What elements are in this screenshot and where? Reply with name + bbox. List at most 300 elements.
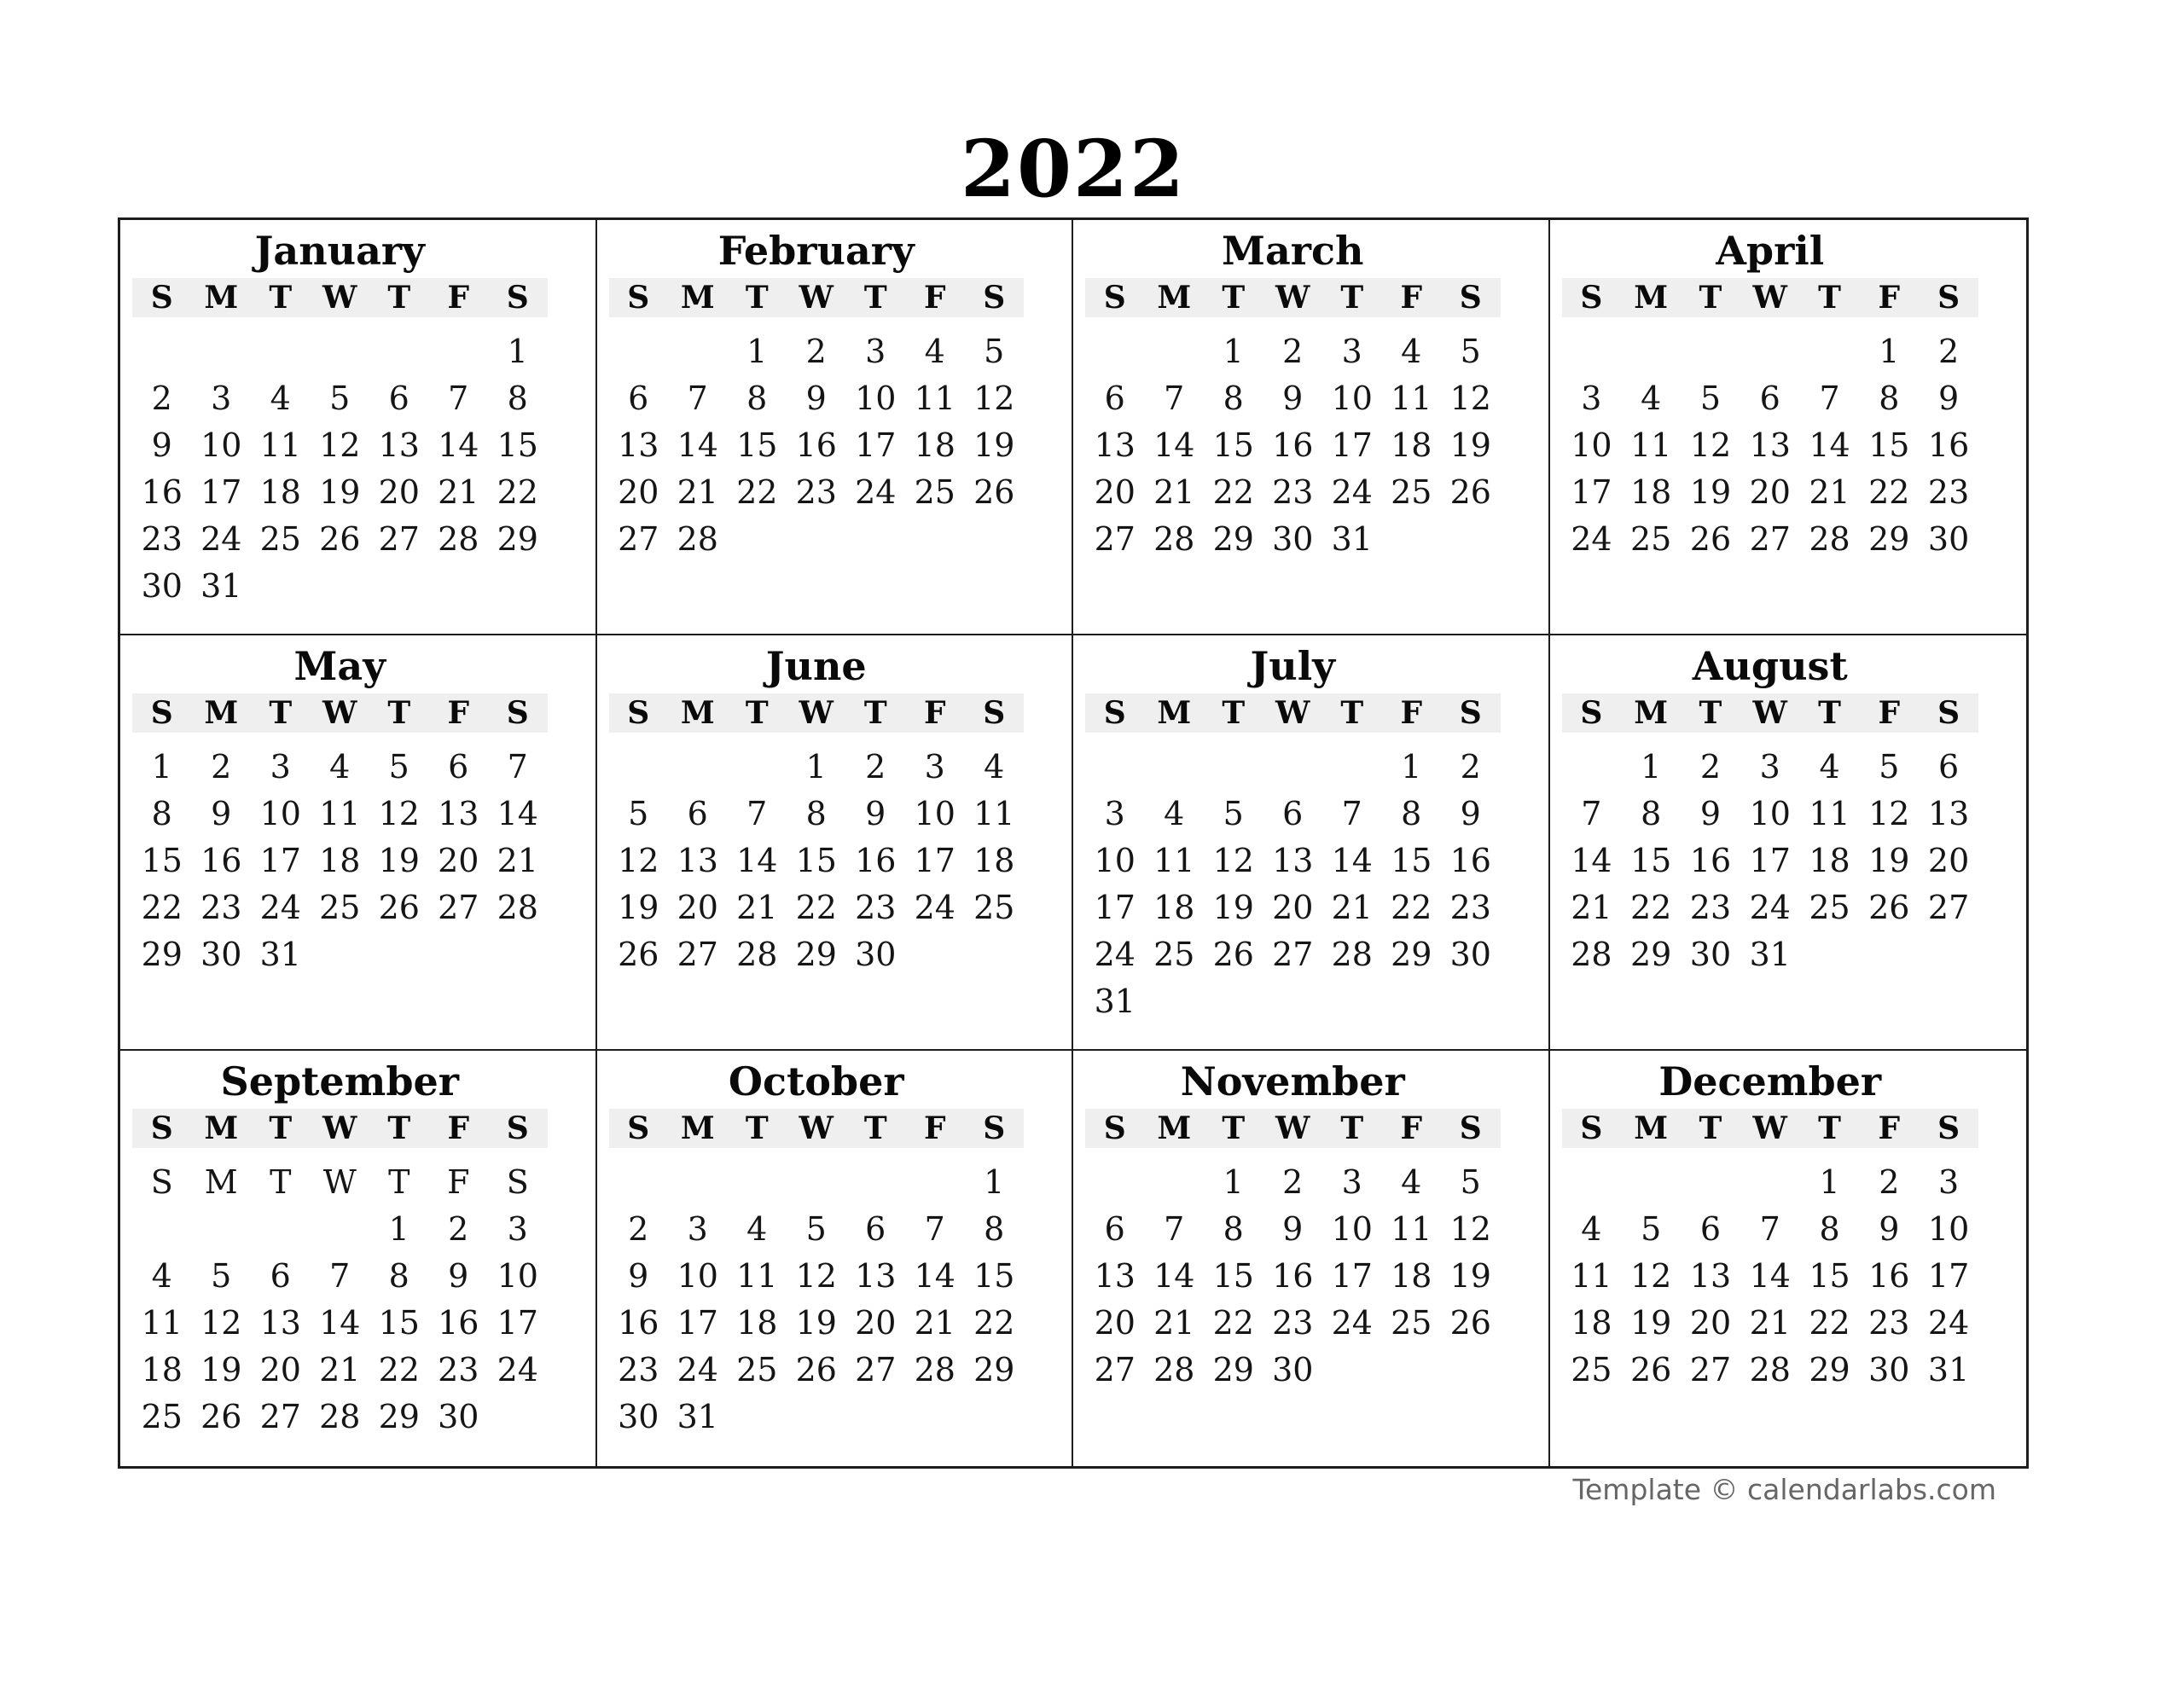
- weekday-label: F: [447, 1110, 470, 1146]
- day-cell: 8: [1401, 794, 1422, 832]
- weekday-label: S: [1937, 1110, 1960, 1146]
- day-cell: 30: [1272, 519, 1314, 558]
- day-cell: 19: [378, 841, 420, 879]
- day-cell: 15: [378, 1303, 420, 1342]
- day-cell: 30: [1927, 519, 1970, 558]
- day-cell: 1: [507, 332, 528, 370]
- day-cell: 30: [618, 1397, 659, 1435]
- day-cell: 25: [1391, 1303, 1432, 1342]
- day-cell: 17: [1331, 426, 1373, 464]
- day-cell: 5: [1460, 332, 1481, 370]
- weekday-label: S: [1103, 695, 1126, 731]
- weekday-label: T: [863, 695, 887, 731]
- weekday-label: T: [269, 1110, 293, 1146]
- day-cell: 18: [319, 841, 361, 879]
- day-cell: 6: [628, 379, 649, 417]
- day-cell: 16: [1868, 1256, 1910, 1295]
- day-cell: 19: [200, 1350, 242, 1388]
- day-cell: 15: [141, 841, 183, 879]
- weekday-label: F: [1878, 280, 1901, 316]
- day-cell: 12: [973, 379, 1015, 417]
- day-cell: 19: [319, 472, 361, 511]
- dates-grid: [1562, 328, 1979, 609]
- day-cell: 22: [141, 888, 183, 926]
- day-cell: 30: [1868, 1350, 1910, 1388]
- day-cell: 7: [746, 794, 768, 832]
- day-cell: 16: [200, 841, 242, 879]
- day-cell: 21: [1153, 472, 1195, 511]
- day-cell: 29: [141, 935, 183, 973]
- day-cell: 1: [1819, 1162, 1840, 1201]
- day-cell: 17: [1094, 888, 1136, 926]
- day-cell: 9: [151, 426, 172, 464]
- day-cell: 23: [438, 1350, 479, 1388]
- day-cell: 10: [200, 426, 242, 464]
- day-cell: 11: [141, 1303, 183, 1342]
- day-cell: 19: [973, 426, 1015, 464]
- weekday-header-row: [1085, 693, 1501, 733]
- day-cell: 16: [1927, 426, 1970, 464]
- day-cell: 22: [1809, 1303, 1850, 1342]
- day-cell: 29: [497, 519, 538, 558]
- day-cell: 26: [795, 1350, 837, 1388]
- day-cell: 1: [1401, 747, 1422, 786]
- weekday-label: T: [745, 280, 769, 316]
- day-cell: 13: [1094, 1256, 1136, 1295]
- day-cell: 26: [378, 888, 420, 926]
- month-panel-february: [597, 220, 1074, 635]
- day-cell: 19: [1689, 472, 1732, 511]
- weekday-label: S: [1459, 1110, 1482, 1146]
- month-panel-october: [597, 1051, 1074, 1466]
- day-cell: 7: [1581, 794, 1602, 832]
- day-cell: 26: [1212, 935, 1254, 973]
- month-title: July: [1250, 643, 1335, 689]
- day-cell: 23: [1689, 888, 1732, 926]
- day-cell: 7: [924, 1209, 945, 1248]
- day-cell: S: [506, 1162, 529, 1201]
- weekday-label: T: [745, 1110, 769, 1146]
- day-cell: 11: [1571, 1256, 1612, 1295]
- month-panel-april: [1550, 220, 2027, 635]
- day-cell: 5: [628, 794, 649, 832]
- day-cell: 12: [200, 1303, 242, 1342]
- weekday-label: S: [1103, 1110, 1126, 1146]
- day-cell: 29: [1629, 935, 1672, 973]
- day-cell: 10: [497, 1256, 538, 1295]
- weekday-label: T: [1699, 1110, 1722, 1146]
- day-cell: 9: [1460, 794, 1481, 832]
- calendar-grid: [118, 217, 2029, 1469]
- day-cell: 28: [736, 935, 778, 973]
- weekday-label: T: [387, 1110, 411, 1146]
- day-cell: 26: [200, 1397, 242, 1435]
- day-cell: 14: [1153, 1256, 1195, 1295]
- weekday-label: W: [799, 695, 834, 731]
- day-cell: 31: [1094, 982, 1136, 1020]
- day-cell: 7: [687, 379, 708, 417]
- day-cell: 17: [677, 1303, 718, 1342]
- day-cell: 20: [677, 888, 718, 926]
- weekday-label: T: [1818, 695, 1841, 731]
- day-cell: 24: [1094, 935, 1136, 973]
- month-title: August: [1692, 643, 1848, 689]
- day-cell: 28: [677, 519, 718, 558]
- day-cell: 2: [865, 747, 886, 786]
- day-cell: 18: [1391, 426, 1432, 464]
- dates-grid: [132, 743, 548, 1024]
- day-cell: 5: [211, 1256, 232, 1295]
- day-cell: 18: [914, 426, 956, 464]
- day-cell: 27: [1094, 1350, 1136, 1388]
- weekday-label: M: [1157, 280, 1192, 316]
- day-cell: 23: [1272, 1303, 1314, 1342]
- year-title: 2022: [960, 123, 1187, 215]
- day-cell: 13: [1272, 841, 1314, 879]
- day-cell: 22: [1391, 888, 1432, 926]
- day-cell: F: [447, 1162, 470, 1201]
- weekday-label: W: [799, 280, 834, 316]
- day-cell: 15: [973, 1256, 1015, 1295]
- month-panel-september: [120, 1051, 597, 1466]
- weekday-label: T: [1222, 1110, 1246, 1146]
- month-title: February: [717, 228, 915, 274]
- weekday-label: M: [680, 280, 715, 316]
- day-cell: 20: [1689, 1303, 1732, 1342]
- day-cell: 17: [914, 841, 956, 879]
- day-cell: 11: [319, 794, 361, 832]
- weekday-label: W: [1752, 695, 1787, 731]
- day-cell: 9: [1282, 1209, 1304, 1248]
- day-cell: 9: [1282, 379, 1304, 417]
- weekday-label: S: [506, 280, 529, 316]
- day-cell: 16: [855, 841, 897, 879]
- day-cell: 7: [507, 747, 528, 786]
- weekday-label: W: [799, 1110, 834, 1146]
- day-cell: 2: [628, 1209, 649, 1248]
- day-cell: 25: [141, 1397, 183, 1435]
- day-cell: 4: [1581, 1209, 1602, 1248]
- month-title: September: [220, 1058, 459, 1104]
- day-cell: 23: [795, 472, 837, 511]
- weekday-label: S: [1580, 695, 1603, 731]
- day-cell: 27: [259, 1397, 301, 1435]
- day-cell: 15: [1212, 1256, 1254, 1295]
- day-cell: 7: [448, 379, 469, 417]
- day-cell: 12: [1212, 841, 1254, 879]
- day-cell: 20: [1094, 472, 1136, 511]
- day-cell: 22: [497, 472, 538, 511]
- day-cell: 23: [1272, 472, 1314, 511]
- day-cell: 15: [1212, 426, 1254, 464]
- day-cell: 4: [746, 1209, 768, 1248]
- day-cell: 28: [1571, 935, 1612, 973]
- day-cell: 14: [1809, 426, 1850, 464]
- day-cell: 13: [855, 1256, 897, 1295]
- weekday-label: T: [1222, 695, 1246, 731]
- day-cell: 18: [1809, 841, 1850, 879]
- day-cell: 17: [1927, 1256, 1970, 1295]
- day-cell: 19: [1449, 426, 1491, 464]
- weekday-header-row: [1085, 278, 1501, 317]
- weekday-label: F: [447, 280, 470, 316]
- day-cell: 1: [1641, 747, 1662, 786]
- weekday-label: S: [506, 1110, 529, 1146]
- day-cell: 27: [855, 1350, 897, 1388]
- weekday-label: W: [1752, 1110, 1787, 1146]
- weekday-label: W: [1275, 1110, 1310, 1146]
- day-cell: 9: [211, 794, 232, 832]
- day-cell: 6: [270, 1256, 291, 1295]
- day-cell: 9: [628, 1256, 649, 1295]
- weekday-label: W: [1275, 280, 1310, 316]
- weekday-label: F: [1878, 695, 1901, 731]
- day-cell: 5: [388, 747, 410, 786]
- day-cell: 6: [687, 794, 708, 832]
- day-cell: 9: [1699, 794, 1722, 832]
- day-cell: M: [204, 1162, 238, 1201]
- weekday-label: S: [1459, 280, 1482, 316]
- day-cell: 6: [1938, 747, 1960, 786]
- day-cell: 18: [973, 841, 1015, 879]
- day-cell: 3: [865, 332, 886, 370]
- day-cell: 3: [507, 1209, 528, 1248]
- day-cell: 20: [378, 472, 420, 511]
- day-cell: 23: [1927, 472, 1970, 511]
- day-cell: 21: [1809, 472, 1850, 511]
- month-title: January: [254, 228, 425, 274]
- weekday-header-row: [609, 278, 1025, 317]
- weekday-label: F: [923, 1110, 946, 1146]
- day-cell: 10: [1094, 841, 1136, 879]
- day-cell: 27: [677, 935, 718, 973]
- day-cell: 24: [497, 1350, 538, 1388]
- weekday-label: F: [923, 695, 946, 731]
- dates-grid: [132, 1158, 548, 1440]
- day-cell: 8: [1819, 1209, 1840, 1248]
- day-cell: 17: [1749, 841, 1791, 879]
- day-cell: 27: [1094, 519, 1136, 558]
- day-cell: 23: [200, 888, 242, 926]
- day-cell: 14: [438, 426, 479, 464]
- day-cell: 9: [1938, 379, 1960, 417]
- weekday-header-row: [1085, 1109, 1501, 1148]
- weekday-label: T: [1818, 1110, 1841, 1146]
- weekday-label: F: [1400, 695, 1423, 731]
- day-cell: 30: [141, 566, 183, 605]
- day-cell: 6: [448, 747, 469, 786]
- day-cell: 24: [1331, 1303, 1373, 1342]
- day-cell: 5: [329, 379, 351, 417]
- day-cell: 7: [329, 1256, 351, 1295]
- day-cell: 31: [1927, 1350, 1970, 1388]
- day-cell: 19: [618, 888, 659, 926]
- day-cell: 26: [1449, 1303, 1491, 1342]
- day-cell: 8: [805, 794, 827, 832]
- day-cell: 11: [1629, 426, 1672, 464]
- day-cell: 5: [805, 1209, 827, 1248]
- weekday-label: S: [150, 280, 173, 316]
- day-cell: 14: [914, 1256, 956, 1295]
- dates-grid: [1085, 743, 1501, 1024]
- day-cell: 12: [319, 426, 361, 464]
- day-cell: 21: [1571, 888, 1612, 926]
- day-cell: 30: [1689, 935, 1732, 973]
- day-cell: 8: [507, 379, 528, 417]
- weekday-label: T: [1699, 695, 1722, 731]
- day-cell: 22: [1212, 472, 1254, 511]
- weekday-label: S: [506, 695, 529, 731]
- weekday-label: S: [983, 695, 1006, 731]
- day-cell: 26: [319, 519, 361, 558]
- day-cell: 25: [973, 888, 1015, 926]
- day-cell: 5: [1641, 1209, 1662, 1248]
- day-cell: 15: [1809, 1256, 1850, 1295]
- day-cell: 27: [618, 519, 659, 558]
- day-cell: 22: [795, 888, 837, 926]
- weekday-label: M: [204, 1110, 239, 1146]
- day-cell: 4: [151, 1256, 172, 1295]
- day-cell: 20: [618, 472, 659, 511]
- weekday-label: T: [1340, 1110, 1364, 1146]
- day-cell: 28: [1809, 519, 1850, 558]
- weekday-label: M: [204, 280, 239, 316]
- weekday-label: T: [1818, 280, 1841, 316]
- day-cell: 19: [1212, 888, 1254, 926]
- day-cell: 5: [1460, 1162, 1481, 1201]
- day-cell: 21: [319, 1350, 361, 1388]
- month-panel-august: [1550, 635, 2027, 1051]
- day-cell: 17: [1331, 1256, 1373, 1295]
- day-cell: 2: [1938, 332, 1960, 370]
- day-cell: 2: [1282, 1162, 1304, 1201]
- day-cell: 27: [1927, 888, 1970, 926]
- day-cell: 25: [736, 1350, 778, 1388]
- weekday-label: M: [1157, 1110, 1192, 1146]
- day-cell: 19: [1629, 1303, 1672, 1342]
- day-cell: 1: [151, 747, 172, 786]
- day-cell: 20: [1927, 841, 1970, 879]
- weekday-label: M: [680, 1110, 715, 1146]
- day-cell: 25: [1629, 519, 1672, 558]
- day-cell: 2: [1699, 747, 1722, 786]
- day-cell: 4: [1164, 794, 1185, 832]
- day-cell: 15: [1391, 841, 1432, 879]
- day-cell: 22: [1868, 472, 1910, 511]
- day-cell: 31: [200, 566, 242, 605]
- day-cell: 20: [855, 1303, 897, 1342]
- day-cell: 27: [1272, 935, 1314, 973]
- day-cell: 31: [1331, 519, 1373, 558]
- day-cell: 15: [736, 426, 778, 464]
- day-cell: 24: [1571, 519, 1612, 558]
- weekday-label: T: [387, 695, 411, 731]
- day-cell: 28: [438, 519, 479, 558]
- day-cell: 22: [378, 1350, 420, 1388]
- month-title: June: [765, 643, 867, 689]
- day-cell: 10: [1749, 794, 1791, 832]
- month-panel-july: [1073, 635, 1550, 1051]
- day-cell: 4: [1401, 1162, 1422, 1201]
- day-cell: 5: [1699, 379, 1722, 417]
- day-cell: 2: [805, 332, 827, 370]
- day-cell: 14: [736, 841, 778, 879]
- day-cell: 26: [1868, 888, 1910, 926]
- day-cell: 23: [855, 888, 897, 926]
- weekday-label: M: [1157, 695, 1192, 731]
- day-cell: T: [388, 1162, 410, 1201]
- day-cell: 25: [1809, 888, 1850, 926]
- day-cell: 3: [924, 747, 945, 786]
- weekday-label: T: [269, 280, 293, 316]
- day-cell: 13: [1094, 426, 1136, 464]
- weekday-label: S: [1580, 1110, 1603, 1146]
- weekday-label: T: [745, 695, 769, 731]
- day-cell: 9: [805, 379, 827, 417]
- day-cell: 3: [1759, 747, 1780, 786]
- day-cell: 6: [1759, 379, 1780, 417]
- weekday-label: S: [150, 695, 173, 731]
- day-cell: S: [150, 1162, 173, 1201]
- day-cell: 6: [1282, 794, 1304, 832]
- day-cell: 21: [497, 841, 538, 879]
- month-panel-march: [1073, 220, 1550, 635]
- day-cell: 12: [1449, 1209, 1491, 1248]
- weekday-label: F: [447, 695, 470, 731]
- day-cell: 8: [746, 379, 768, 417]
- weekday-label: T: [1222, 280, 1246, 316]
- day-cell: 15: [1629, 841, 1672, 879]
- day-cell: 4: [329, 747, 351, 786]
- day-cell: 8: [1879, 379, 1900, 417]
- day-cell: 24: [914, 888, 956, 926]
- day-cell: 1: [984, 1162, 1005, 1201]
- day-cell: 11: [973, 794, 1015, 832]
- day-cell: 3: [1341, 1162, 1362, 1201]
- day-cell: 20: [438, 841, 479, 879]
- day-cell: 29: [795, 935, 837, 973]
- day-cell: 24: [259, 888, 301, 926]
- day-cell: 11: [259, 426, 301, 464]
- day-cell: 7: [1164, 379, 1185, 417]
- day-cell: 20: [1749, 472, 1791, 511]
- day-cell: 14: [319, 1303, 361, 1342]
- day-cell: 24: [1331, 472, 1373, 511]
- day-cell: 12: [618, 841, 659, 879]
- day-cell: 15: [795, 841, 837, 879]
- day-cell: 26: [618, 935, 659, 973]
- weekday-label: F: [1400, 280, 1423, 316]
- dates-grid: [1085, 328, 1501, 609]
- month-panel-may: [120, 635, 597, 1051]
- day-cell: 28: [319, 1397, 361, 1435]
- day-cell: 25: [1571, 1350, 1612, 1388]
- day-cell: T: [270, 1162, 292, 1201]
- weekday-label: W: [1752, 280, 1787, 316]
- dates-grid: [132, 328, 548, 609]
- day-cell: 14: [677, 426, 718, 464]
- month-panel-november: [1073, 1051, 1550, 1466]
- month-panel-january: [120, 220, 597, 635]
- dates-grid: [1562, 743, 1979, 1024]
- day-cell: 4: [1401, 332, 1422, 370]
- day-cell: 29: [973, 1350, 1015, 1388]
- day-cell: 9: [1879, 1209, 1900, 1248]
- day-cell: 6: [1104, 1209, 1125, 1248]
- day-cell: 28: [1749, 1350, 1791, 1388]
- weekday-label: T: [863, 280, 887, 316]
- day-cell: 18: [259, 472, 301, 511]
